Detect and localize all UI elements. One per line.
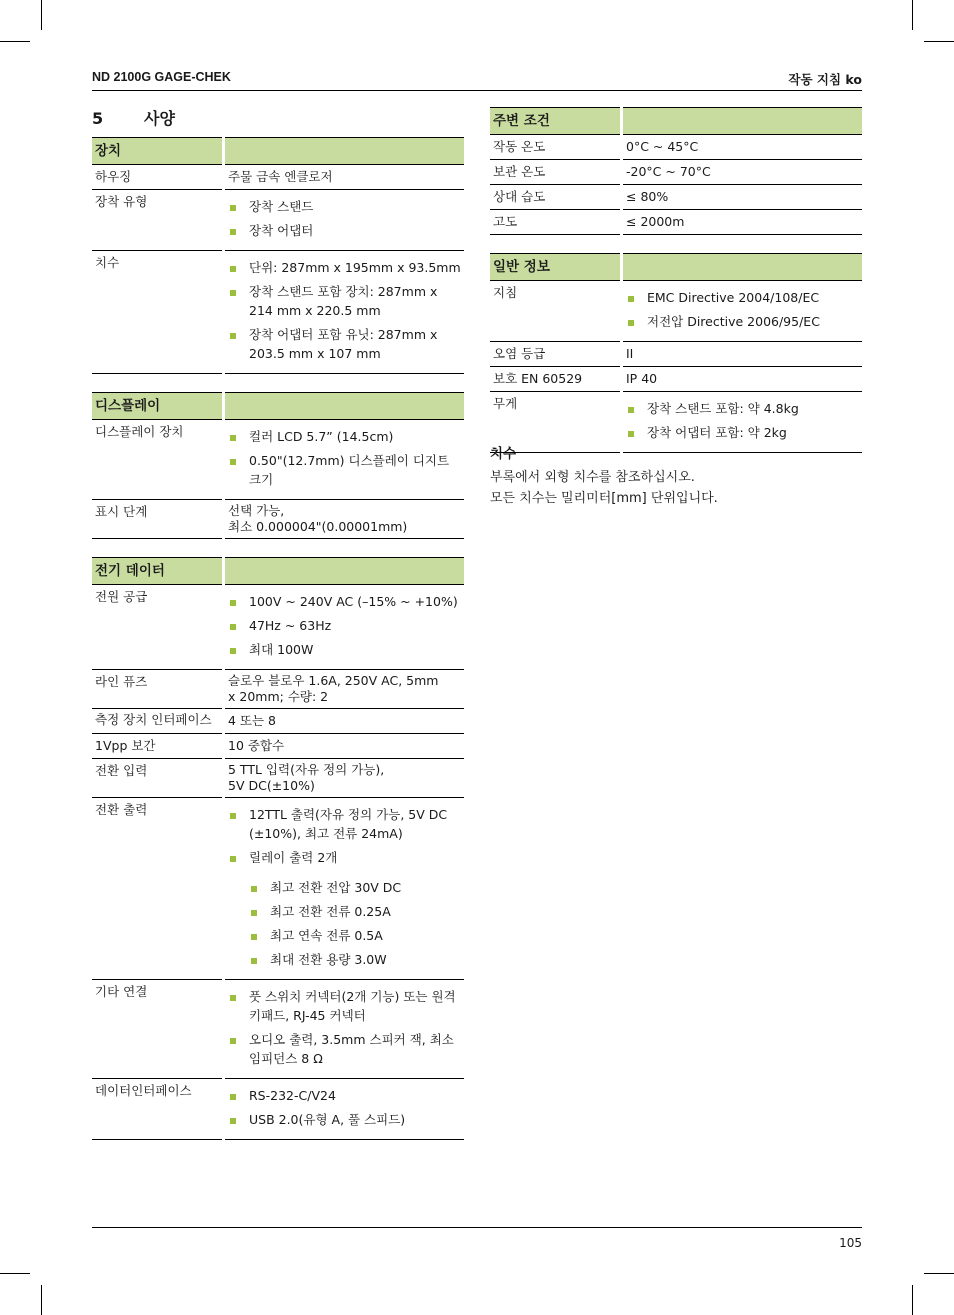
row-label: 전환 출력 [92,798,224,980]
dimensions-note [490,444,862,509]
row-value: x 20mm; 수량: 2 [228,689,329,704]
dimensions-line: 모든 치수는 밀리미터[mm] 단위입니다. [490,491,718,506]
table-header [490,108,862,135]
list-item: 최고 전환 전류 0.25A [228,902,461,921]
section-name: 사양 [144,109,175,128]
header-doc-title: 작동 지침 ko [788,72,862,87]
row-label: 전환 입력 [92,759,224,798]
table-row [490,367,862,392]
bullet-list [228,423,461,496]
row-value: IP 40 [622,367,863,392]
crop-mark [912,1285,913,1315]
list-item: RS-232-C/V24 [228,1086,461,1105]
list-item: 장착 스탠드 포함: 약 4.8kg [626,399,859,418]
row-label: 1Vpp 보간 [92,734,224,759]
row-label: 디스플레이 장치 [92,420,224,500]
table-row [92,734,464,759]
list-item: 장착 어댑터 [228,221,461,240]
row-label: 보호 EN 60529 [490,367,622,392]
row-label: 상대 습도 [490,185,622,210]
list-item: 컬러 LCD 5.7” (14.5cm) [228,427,461,446]
table-header [490,254,862,281]
table-row [92,190,464,251]
row-value: ≤ 80% [622,185,863,210]
electrical-table [92,557,464,1140]
list-item: 47Hz ~ 63Hz [228,616,461,635]
list-item: 릴레이 출력 2개 [228,848,461,867]
crop-mark [41,1285,42,1315]
footer-rule [92,1227,862,1228]
table-row [490,210,862,235]
row-label: 치수 [92,251,224,374]
crop-mark [924,1273,954,1274]
row-label: 오염 등급 [490,342,622,367]
row-value: ≤ 2000m [622,210,863,235]
list-item: 0.50"(12.7mm) 디스플레이 디지트 크기 [228,451,461,489]
crop-mark [41,0,42,30]
row-label: 측정 장치 인터페이스 [92,709,224,734]
table-row [490,135,862,160]
list-item: 12TTL 출력(자유 정의 가능, 5V DC (±10%), 최고 전류 24mA) [228,805,461,843]
row-label: 데이터인터페이스 [92,1079,224,1140]
list-item: 최대 100W [228,640,461,659]
table-title: 주변 조건 [490,108,622,135]
crop-mark [924,41,954,42]
row-label: 지침 [490,281,622,342]
table-row [92,420,464,500]
table-title: 전기 데이터 [92,558,224,585]
bullet-list [228,801,461,874]
list-item: 오디오 출력, 3.5mm 스피커 잭, 최소 임피던스 8 Ω [228,1030,461,1068]
row-value: 0°C ~ 45°C [622,135,863,160]
table-row [490,160,862,185]
page-header [92,68,862,91]
row-value: 선택 가능, [228,503,285,518]
list-item: 장착 스탠드 [228,197,461,216]
list-item: 최고 연속 전류 0.5A [228,926,461,945]
row-label: 하우징 [92,165,224,190]
list-item: 100V ~ 240V AC (–15% ~ +10%) [228,592,461,611]
row-value: II [622,342,863,367]
row-value: 주물 금속 엔클로저 [224,165,465,190]
row-label: 장착 유형 [92,190,224,251]
table-row [92,670,464,709]
table-title: 장치 [92,138,224,165]
section-number: 5 [92,109,104,128]
row-label: 기타 연결 [92,980,224,1079]
row-value: 최소 0.000004"(0.00001mm) [228,519,408,534]
section-title [92,106,175,129]
row-value: -20°C ~ 70°C [622,160,863,185]
bullet-list [228,588,461,666]
table-header [92,393,464,420]
table-row [92,251,464,374]
row-value: 5V DC(±10%) [228,778,315,793]
table-row [92,500,464,539]
list-item: 장착 어댑터 포함: 약 2kg [626,423,859,442]
sub-bullet-list [228,874,461,976]
bullet-list [228,1082,461,1136]
table-row [92,585,464,670]
table-row [490,342,862,367]
row-value: 슬로우 블로우 1.6A, 250V AC, 5mm [228,673,439,688]
table-title: 일반 정보 [490,254,622,281]
list-item: 저전압 Directive 2006/95/EC [626,312,859,331]
table-row [92,980,464,1079]
device-table [92,137,464,374]
list-item: 최대 전환 용량 3.0W [228,950,461,969]
table-row [490,281,862,342]
row-value: 10 중합수 [224,734,465,759]
row-value: 5 TTL 입력(자유 정의 가능), [228,762,385,777]
list-item: 단위: 287mm x 195mm x 93.5mm [228,258,461,277]
table-row [92,709,464,734]
table-row [92,165,464,190]
bullet-list [228,983,461,1075]
crop-mark [912,0,913,30]
right-column [490,107,862,471]
row-label: 표시 단계 [92,500,224,539]
ambient-table [490,107,862,235]
list-item: EMC Directive 2004/108/EC [626,288,859,307]
row-label: 전원 공급 [92,585,224,670]
row-label: 고도 [490,210,622,235]
table-row [92,1079,464,1140]
dimensions-line: 부록에서 외형 치수를 참조하십시오. [490,470,695,485]
bullet-list [626,395,859,449]
list-item: 최고 전환 전압 30V DC [228,878,461,897]
header-product: ND 2100G GAGE-CHEK [92,70,231,84]
row-label: 무게 [490,392,622,453]
page-number: 105 [839,1236,862,1250]
row-label: 라인 퓨즈 [92,670,224,709]
list-item: 장착 스탠드 포함 장치: 287mm x 214 mm x 220.5 mm [228,282,461,320]
table-title: 디스플레이 [92,393,224,420]
bullet-list [626,284,859,338]
row-value: 4 또는 8 [224,709,465,734]
crop-mark [0,41,30,42]
table-header [92,558,464,585]
list-item: USB 2.0(유형 A, 풀 스피드) [228,1110,461,1129]
list-item: 장착 어댑터 포함 유닛: 287mm x 203.5 mm x 107 mm [228,325,461,363]
crop-mark [0,1273,30,1274]
row-label: 작동 온도 [490,135,622,160]
table-header [92,138,464,165]
left-column [92,137,464,1158]
dimensions-title: 치수 [490,446,517,462]
table-row [92,798,464,980]
list-item: 풋 스위치 커넥터(2개 기능) 또는 원격 키패드, RJ-45 커넥터 [228,987,461,1025]
general-table [490,253,862,453]
bullet-list [228,193,461,247]
bullet-list [228,254,461,370]
display-table [92,392,464,539]
row-label: 보관 온도 [490,160,622,185]
table-row [92,759,464,798]
table-row [490,185,862,210]
